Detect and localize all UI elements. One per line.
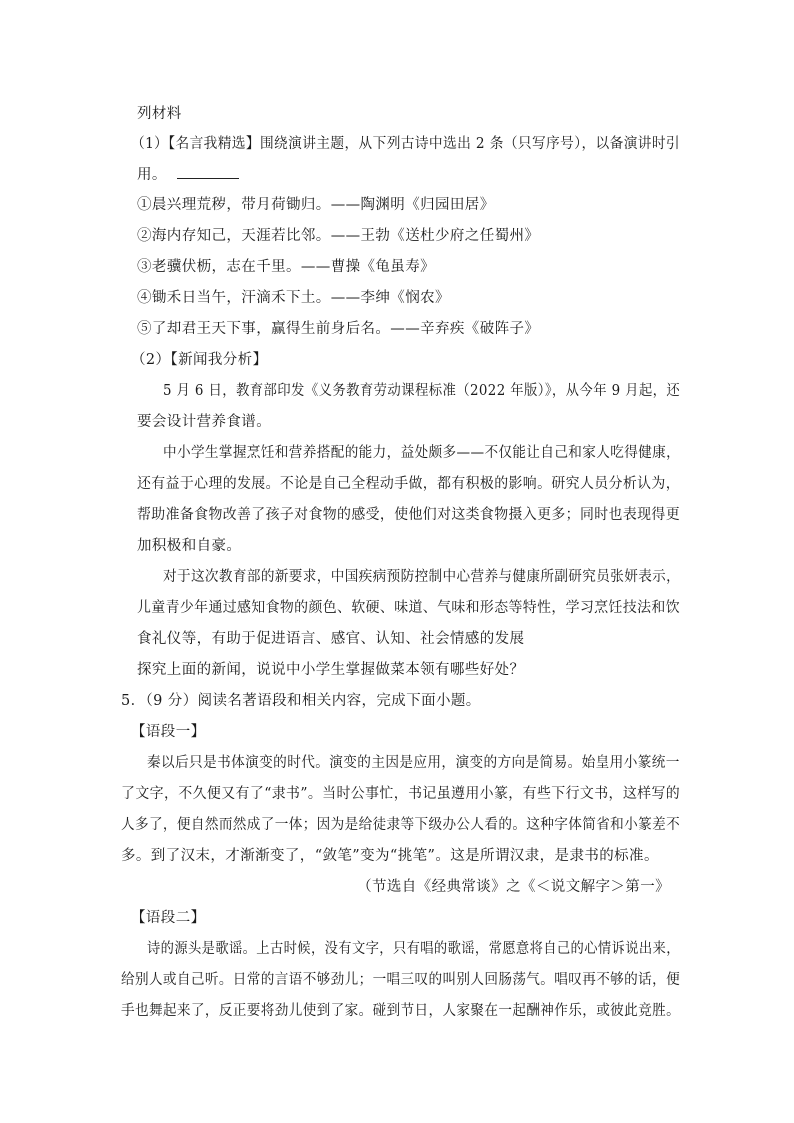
question-1-prompt-cont — [137, 164, 239, 185]
text-line: 列材料 — [137, 106, 182, 122]
news-paragraph: 还有益于心理的发展。不论是自己全程动手做，都有积极的影响。研究人员分析认为， — [137, 476, 680, 492]
news-paragraph: 要会设计营养食谱。 — [137, 414, 272, 430]
passage-1-heading: 【语段一】 — [131, 724, 206, 740]
passage-2-heading: 【语段二】 — [131, 910, 206, 926]
passage-2-text: 诗的源头是歌谣。上古时候，没有文字，只有唱的歌谣，常愿意将自己的心情诉说出来， — [147, 941, 680, 957]
news-paragraph: 加积极和自豪。 — [137, 538, 242, 554]
passage-1-source: （节选自《经典常谈》之《＜说文解字＞第一》 — [357, 879, 670, 895]
passage-1-text: 多。到了汉末，才渐渐变了，“敛笔”变为“挑笔”。这是所谓汉隶，是隶书的标准。 — [121, 848, 659, 864]
news-paragraph: 儿童青少年通过感知食物的颜色、软硬、味道、气味和形态等特性，学习烹饪技法和饮 — [137, 600, 680, 616]
passage-1-text: 人多了，便自然而然成了一体；因为是给徒隶等下级办公人看的。这种字体简省和小篆差不 — [121, 817, 681, 833]
news-paragraph: 食礼仪等，有助于促进语言、感官、认知、社会情感的发展 — [137, 631, 525, 647]
news-paragraph: 5 月 6 日，教育部印发《义务教育劳动课程标准（2022 年版）》，从今年 9 月起，还 — [163, 383, 681, 399]
question-2-heading: （2）【新闻我分析】 — [131, 352, 268, 368]
passage-1-text: 秦以后只是书体演变的时代。演变的主因是应用，演变的方向是简易。始皇用小篆统一 — [147, 755, 680, 771]
text-span: 用。 — [137, 167, 167, 183]
quote-item: ⑤了却君王天下事，赢得生前身后名。——辛弃疾《破阵子》 — [137, 321, 540, 337]
quote-item: ④锄禾日当午，汗滴禾下土。——李绅《悯农》 — [137, 290, 450, 306]
news-paragraph: 帮助准备食物改善了孩子对食物的感受，使他们对这类食物摄入更多；同时也表现得更 — [137, 507, 680, 523]
question-2-prompt: 探究上面的新闻，说说中小学生掌握做菜本领有哪些好处？ — [137, 662, 525, 678]
question-5-heading: 5．（9 分）阅读名著语段和相关内容，完成下面小题。 — [121, 693, 481, 709]
quote-item: ②海内存知己，天涯若比邻。——王勃《送杜少府之任蜀州》 — [137, 228, 540, 244]
passage-1-text: 了文字，不久便又有了“隶书”。当时公事忙，书记虽遵用小篆，有些下行文书，这样写的 — [121, 786, 681, 802]
quote-item: ③老骥伏枥，志在千里。——曹操《龟虽寿》 — [137, 259, 435, 275]
news-paragraph: 中小学生掌握烹饪和营养搭配的能力，益处颇多——不仅能让自己和家人吃得健康， — [163, 445, 681, 461]
passage-2-text: 给别人或自己听。日常的言语不够劲儿；一唱三叹的叫别人回肠荡气。唱叹再不够的话，便 — [121, 972, 681, 988]
question-1-prompt: （1）【名言我精选】围绕演讲主题，从下列古诗中选出 2 条（只写序号），以备演讲时引 — [131, 136, 681, 152]
quote-item: ①晨兴理荒秽，带月荷锄归。——陶渊明《归园田居》 — [137, 197, 495, 213]
answer-blank[interactable] — [177, 164, 239, 179]
passage-2-text: 手也舞起来了，反正要将劲儿使到了家。碰到节日，人家聚在一起酬神作乐，或彼此竞胜。 — [121, 1003, 681, 1019]
news-paragraph: 对于这次教育部的新要求，中国疾病预防控制中心营养与健康所副研究员张妍表示， — [163, 569, 681, 585]
